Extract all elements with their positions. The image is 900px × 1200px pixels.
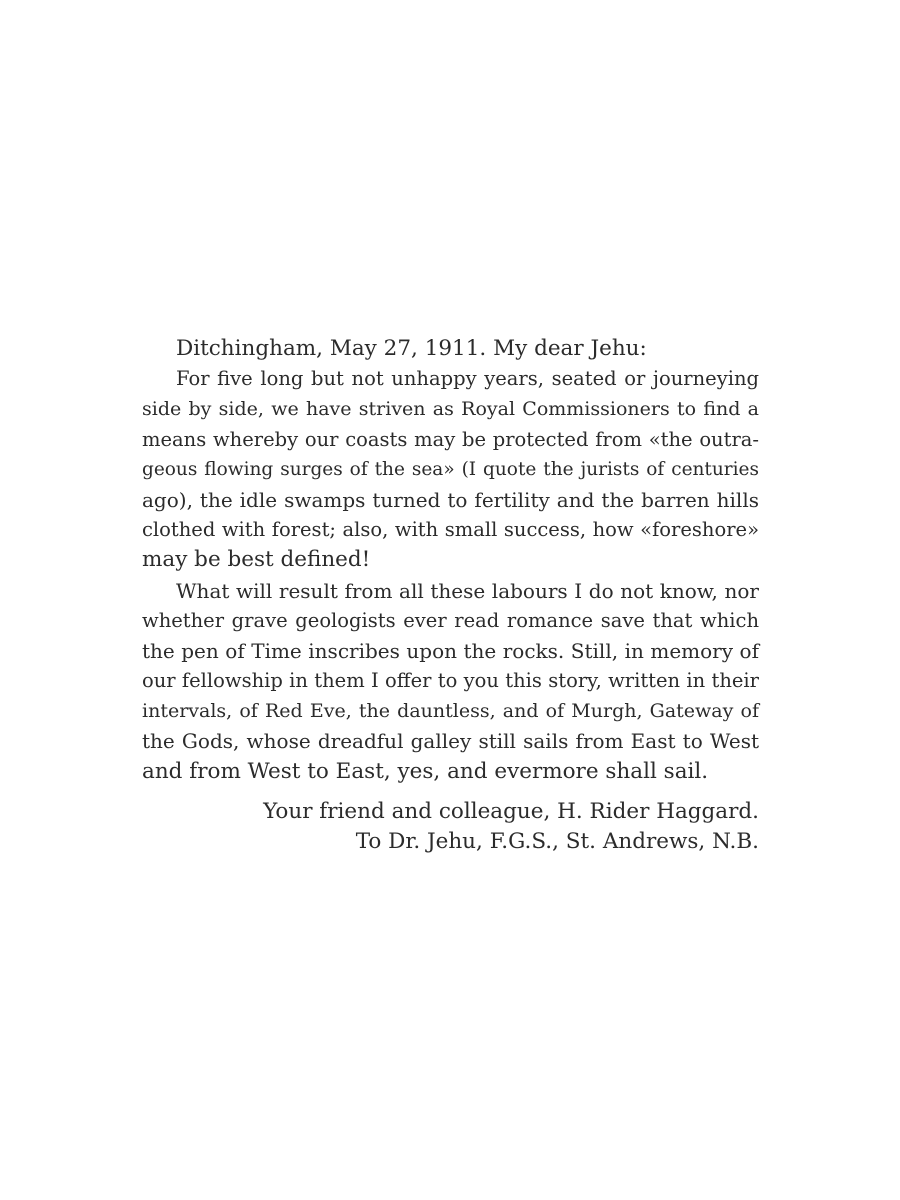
paragraph-line: ago), the idle swamps turned to fertility and the barren hills bbox=[142, 487, 759, 512]
paragraph-line: whether grave geologists ever read romance save that which bbox=[142, 608, 759, 632]
dedication-letter bbox=[142, 334, 759, 857]
address-line: To Dr. Jehu, F.G.S., St. Andrews, N.B. bbox=[355, 829, 759, 854]
paragraph-line: means whereby our coasts may be protected from «the outra- bbox=[142, 427, 759, 451]
paragraph-line: and from West to East, yes, and evermore shall sail. bbox=[142, 758, 709, 784]
paragraph-line: the pen of Time inscribes upon the rocks. Still, in memory of bbox=[142, 638, 759, 663]
paragraph-line: intervals, of Red Eve, the dauntless, and of Murgh, Gateway of bbox=[142, 700, 759, 723]
paragraph-1 bbox=[142, 364, 759, 575]
paragraph-line: For five long but not unhappy years, seated or journeying bbox=[176, 367, 759, 391]
signoff-line: Your friend and colleague, H. Rider Haggard. bbox=[263, 798, 759, 824]
paragraph-line: may be best defined! bbox=[142, 547, 371, 573]
paragraph-line: geous flowing surges of the sea» (I quote the jurists of centuries bbox=[142, 458, 759, 480]
salutation-line: Ditchingham, May 27, 1911. My dear Jehu: bbox=[176, 336, 647, 361]
paragraph-line: our fellowship in them I offer to you this story, written in their bbox=[142, 669, 759, 693]
paragraph-line: clothed with forest; also, with small success, how «foreshore» bbox=[142, 518, 759, 542]
paragraph-line: the Gods, whose dreadful galley still sails from East to West bbox=[142, 729, 759, 754]
paragraph-line: What will result from all these labours I do not know, nor bbox=[176, 578, 759, 603]
spacer bbox=[142, 787, 759, 797]
paragraph-line: side by side, we have striven as Royal Commissioners to find a bbox=[142, 398, 759, 421]
paragraph-2 bbox=[142, 576, 759, 787]
